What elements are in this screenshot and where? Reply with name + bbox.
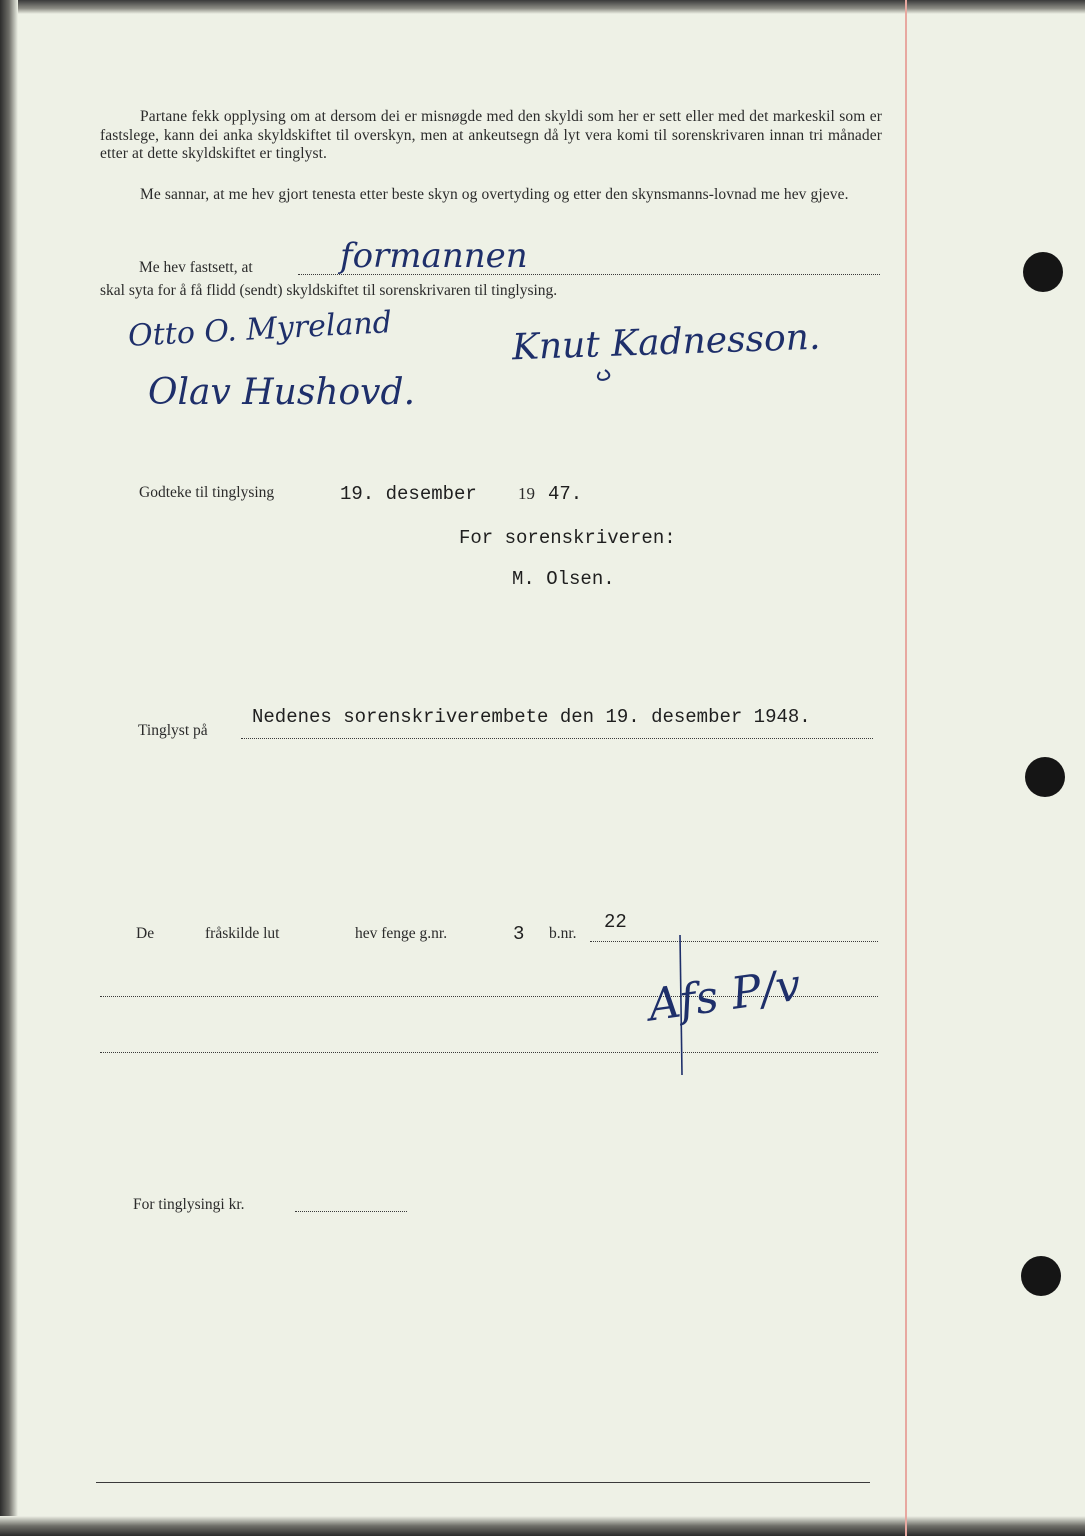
fee-label: For tinglysingi kr. bbox=[133, 1196, 245, 1213]
fraskilde-bnr: 22 bbox=[604, 911, 627, 933]
initials-stroke bbox=[680, 935, 682, 1075]
fraskilde-bnr-label: b.nr. bbox=[549, 925, 577, 942]
tinglyst-value: Nedenes sorenskriverembete den 19. desember 1948. bbox=[252, 706, 811, 728]
approval-year-suffix: 47. bbox=[548, 483, 583, 505]
fraskilde-col1: De bbox=[136, 925, 155, 942]
fraskilde-col3: hev fenge g.nr. bbox=[355, 925, 448, 942]
paragraph-appeal-text: Partane fekk opplysing om at dersom dei er misnøgde med den skyldi som her er sett eller med det markeskil som er fastslege, kann dei anka skyldskiftet til overskyn, men at ankeutsegn då lyt vera komi til sorenskrivaren innan tri månader etter at dette skyldskiftet er tinglyst. bbox=[100, 108, 882, 162]
approval-date: 19. desember bbox=[340, 483, 477, 505]
paragraph-oath-text: Me sannar, at me hev gjort tenesta etter beste skyn og overtyding og etter den skynsmanns-lovnad me hev gjeve. bbox=[140, 186, 849, 203]
fraskilde-col2: fråskilde lut bbox=[205, 925, 280, 942]
tinglyst-label: Tinglyst på bbox=[138, 722, 208, 739]
signature-3: Olav Hushovd. bbox=[148, 372, 416, 413]
approval-year-prefix: 19 bbox=[518, 484, 535, 503]
signature-flourish bbox=[598, 370, 609, 380]
fraskilde-gnr: 3 bbox=[513, 923, 525, 945]
fastsett-handwritten: formannen bbox=[340, 236, 528, 276]
fastsett-line2: skal syta for å få flidd (sendt) skyldskiftet til sorenskrivaren til tinglysing. bbox=[100, 282, 558, 299]
fastsett-label: Me hev fastsett, at bbox=[139, 259, 253, 276]
signature-2: Knut Kadnesson. bbox=[511, 316, 821, 369]
approval-for-label: For sorenskriveren: bbox=[459, 527, 676, 549]
approval-label: Godteke til tinglysing bbox=[139, 484, 275, 501]
approval-signer: M. Olsen. bbox=[512, 568, 615, 590]
signature-1: Otto O. Myreland bbox=[127, 305, 393, 354]
initials-handwritten: Afs P/v bbox=[645, 959, 804, 1032]
